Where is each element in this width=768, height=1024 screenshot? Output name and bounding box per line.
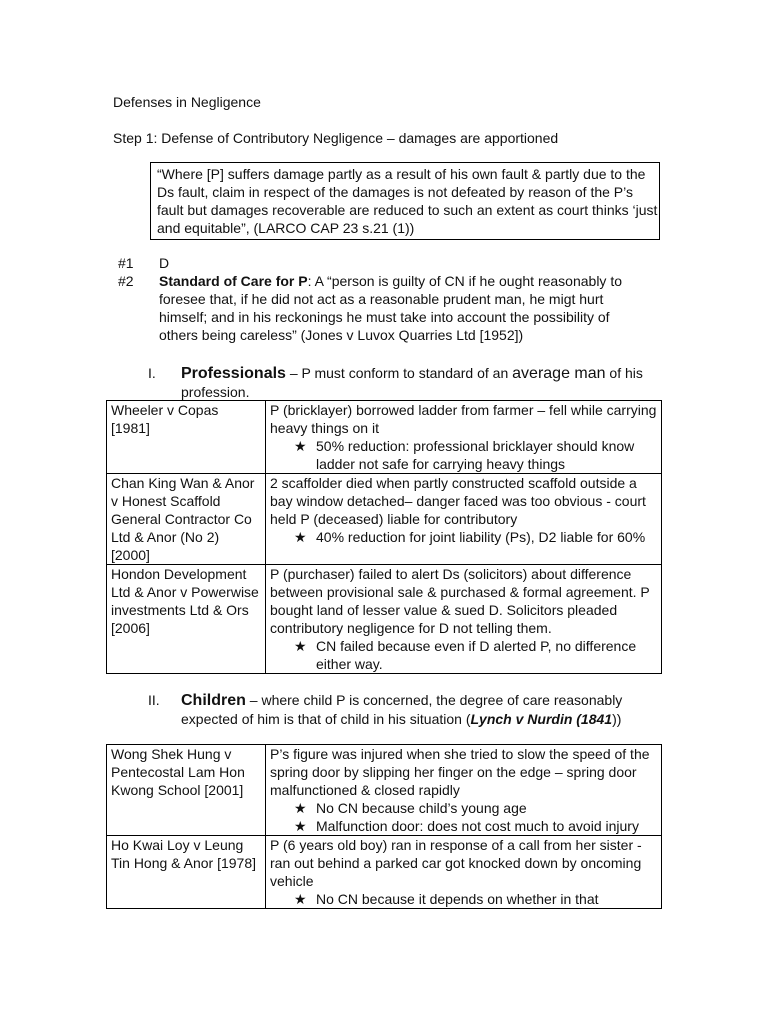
case-facts: 2 scaffolder died when partly constructed scaffold outside a bay window detached– danger faced was too obvious - court held P (deceased) liable for contributory: [270, 475, 646, 527]
point-1-number: #1: [118, 255, 134, 271]
case-facts: P (bricklayer) borrowed ladder from farmer – fell while carrying heavy things on it: [270, 402, 657, 436]
case-row: [107, 565, 662, 674]
step-1-heading: Step 1: Defense of Contributory Negligence – damages are apportioned: [113, 130, 559, 146]
case-row: [107, 474, 662, 565]
section-1-text-a: – P must conform to standard of an: [285, 365, 513, 381]
case-bullet-text: CN failed because even if D alerted P, no difference either way.: [316, 638, 637, 672]
case-bullet-text: 40% reduction for joint liability (Ps), D2 liable for 60%: [316, 529, 646, 545]
case-bullet: [270, 890, 657, 908]
star-icon: ★: [294, 638, 307, 654]
case-facts: P (purchaser) failed to alert Ds (solicitors) about difference between provisional sale & purchased & formal agreement. P bought land of lesser value & sued D. Solicitors pleaded contributory negligence for D not telling them.: [270, 566, 650, 636]
case-facts-cell: [266, 401, 662, 474]
section-1-text-b: of his profession.: [181, 365, 643, 400]
section-2-close: )): [612, 711, 622, 727]
point-2-paragraph: [159, 272, 649, 344]
section-2-case: Lynch v Nurdin (1841: [470, 711, 613, 727]
section-2-text-a: – where child P is concerned, the degree of care reasonably expected of him is that of child in his situation (: [181, 692, 623, 727]
section-1-average-man: average man: [512, 365, 606, 382]
star-icon: ★: [294, 818, 307, 834]
case-name-cell: Wheeler v Copas [1981]: [107, 401, 266, 474]
case-bullet: [270, 799, 657, 817]
case-bullet-text: 50% reduction: professional bricklayer should know ladder not safe for carrying heavy things: [316, 438, 635, 472]
star-icon: ★: [294, 438, 307, 454]
case-bullet: [270, 817, 657, 835]
case-row: [107, 745, 662, 836]
star-icon: ★: [294, 800, 307, 816]
case-row: [107, 836, 662, 909]
case-bullet-text: No CN because it depends on whether in that: [316, 891, 599, 907]
section-2-numeral: II.: [148, 692, 160, 708]
section-2-heading: Children: [181, 692, 246, 709]
case-name-cell: Ho Kwai Loy v Leung Tin Hong & Anor [1978]: [107, 836, 266, 909]
point-2-number: #2: [118, 273, 134, 289]
document-title: Defenses in Negligence: [113, 94, 261, 110]
case-facts: P (6 years old boy) ran in response of a call from her sister - ran out behind a parked car got knocked down by oncoming vehicle: [270, 837, 642, 889]
standard-of-care-text: : A “person is guilty of CN if he ought reasonably to foresee that, if he did not act as a reasonable prudent man, he migt hurt himself; and in his reckonings he must take into account the possibility of others being careless” (Jones v Luvox Quarries Ltd [1952]): [159, 273, 622, 343]
star-icon: ★: [294, 529, 307, 545]
statute-quote-box: “Where [P] suffers damage partly as a result of his own fault & partly due to the Ds fault, claim in respect of the damages is not defeated by reason of the P’s fault but damages recoverable are reduced to such an extent as court thinks ‘just and equitable”, (LARCO CAP 23 s.21 (1)): [150, 162, 660, 240]
case-bullet-text: No CN because child’s young age: [316, 800, 527, 816]
case-bullet: [270, 528, 657, 546]
section-2-text: [181, 691, 647, 728]
children-case-table: [106, 744, 662, 909]
case-facts-cell: [266, 836, 662, 909]
professionals-case-table: [106, 400, 662, 674]
case-row: [107, 401, 662, 474]
point-1-text: D: [159, 255, 170, 271]
section-1-heading: Professionals: [181, 365, 286, 382]
case-bullet-text: Malfunction door: does not cost much to avoid injury: [316, 818, 639, 834]
case-facts: P’s figure was injured when she tried to slow the speed of the spring door by slipping her finger on the edge – spring door malfunctioned & closed rapidly: [270, 746, 650, 798]
case-name-cell: Hondon Development Ltd & Anor v Powerwise investments Ltd & Ors [2006]: [107, 565, 266, 674]
star-icon: ★: [294, 891, 307, 907]
section-1-numeral: I.: [148, 365, 156, 381]
case-bullet: [270, 437, 657, 473]
case-facts-cell: [266, 474, 662, 565]
case-facts-cell: [266, 565, 662, 674]
section-1-text: [181, 364, 647, 401]
standard-of-care-label: Standard of Care for P: [159, 273, 308, 289]
case-name-cell: Chan King Wan & Anor v Honest Scaffold General Contractor Co Ltd & Anor (No 2) [2000]: [107, 474, 266, 565]
case-name-cell: Wong Shek Hung v Pentecostal Lam Hon Kwong School [2001]: [107, 745, 266, 836]
case-facts-cell: [266, 745, 662, 836]
case-bullet: [270, 637, 657, 673]
